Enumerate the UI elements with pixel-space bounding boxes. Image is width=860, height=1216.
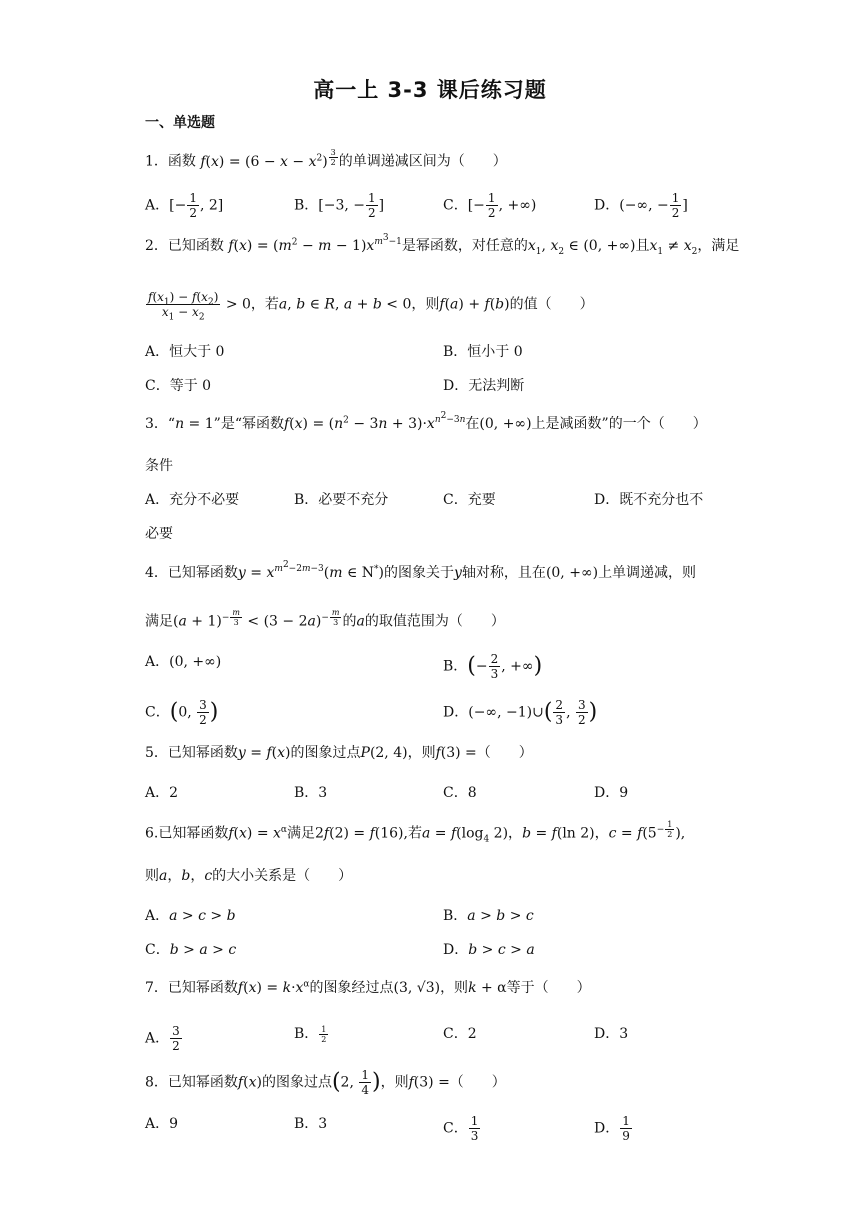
question-7-stem: 7．已知幂函数$f(x) = k\cdot x^\alpha$的图象经过点(3, √3)，则k + α等于（ ） xyxy=(145,979,591,996)
question-6-option-c[interactable]: C．b > a > c xyxy=(145,942,237,958)
question-4-stem-line2: 满足$(a + 1)^{- \frac{m}{3}}$ < $(3 - 2a)^{- \frac{m}{3}}$ 的a的取值范围为（ ） xyxy=(145,608,505,630)
question-4-option-b[interactable]: B．(− $\frac{2}{3}$ , +∞) xyxy=(443,652,543,681)
question-3-option-d-wrap: 必要 xyxy=(145,526,173,542)
question-5-option-c[interactable]: C．8 xyxy=(443,785,477,801)
question-3-option-a[interactable]: A．充分不必要 xyxy=(145,492,240,508)
question-4-option-a[interactable]: A．(0, +∞) xyxy=(145,654,222,670)
question-6-stem-line2: 则a，b，c的大小关系是（ ） xyxy=(145,868,353,884)
question-8-option-c[interactable]: C． $\frac{1}{3}$ xyxy=(443,1114,479,1143)
question-6-option-b[interactable]: B．a > b > c xyxy=(443,908,534,924)
question-8-option-a[interactable]: A．9 xyxy=(145,1116,179,1132)
question-6-option-a[interactable]: A．a > c > b xyxy=(145,908,236,924)
question-8-option-b[interactable]: B．3 xyxy=(294,1116,328,1132)
question-6-stem: 6.已知幂函数$f(x) = x^\alpha$满足2f(2) = f(16),若$a = f(\log_4$ 2)，b = f(ln 2)，$c = f(5^{- \frac{1}{2}}$ ), xyxy=(145,820,686,845)
question-2-option-c[interactable]: C．等于 0 xyxy=(145,378,212,394)
question-7-option-a[interactable]: A． $\frac{3}{2}$ xyxy=(145,1024,180,1053)
page-title: 高一上 3-3 课后练习题 xyxy=(313,78,547,102)
question-8-option-d[interactable]: D． $\frac{1}{9}$ xyxy=(594,1114,630,1143)
formula: $f(x) = (6 - x - x^2)$ $^{\frac{3}{2}}$ xyxy=(200,148,336,170)
question-1-option-a[interactable]: A．[− $\frac{1}{2}$ , 2] xyxy=(145,191,224,220)
question-1-option-d[interactable]: D．(−∞, − $\frac{1}{2}$ ] xyxy=(594,191,688,220)
section-heading: 一、单选题 xyxy=(145,115,215,131)
question-3-option-c[interactable]: C．充要 xyxy=(443,492,496,508)
question-3-stem-line2: 条件 xyxy=(145,458,173,474)
question-1-option-b[interactable]: B．[−3, − $\frac{1}{2}$ ] xyxy=(294,191,385,220)
question-4-option-d[interactable]: D．(−∞, −1)∪( $\frac{2}{3}$ , $\frac{3}{2}$ ) xyxy=(443,698,598,727)
question-8-stem: 8．已知幂函数f(x)的图象过点(2, $\frac{1}{4}$ )，则f(3) =（ ） xyxy=(145,1068,506,1097)
question-5-option-b[interactable]: B．3 xyxy=(294,785,328,801)
question-7-option-c[interactable]: C．2 xyxy=(443,1026,477,1042)
question-2-option-b[interactable]: B．恒小于 0 xyxy=(443,344,523,360)
question-6-option-d[interactable]: D．b > c > a xyxy=(443,942,535,958)
question-1-stem: 1．函数 $f(x) = (6 - x - x^2)$ $^{\frac{3}{2}}$ 的单调递减区间为（ ） xyxy=(145,148,507,170)
question-7-option-b[interactable]: B． $\frac{1}{2}$ xyxy=(294,1024,327,1044)
question-3-option-d[interactable]: D．既不充分也不 xyxy=(594,492,704,508)
question-2-option-d[interactable]: D．无法判断 xyxy=(443,378,525,394)
question-5-stem: 5．已知幂函数y = f(x)的图象过点P(2, 4)，则f(3) =（ ） xyxy=(145,745,533,761)
question-2-option-a[interactable]: A．恒大于 0 xyxy=(145,344,225,360)
question-4-option-c[interactable]: C．(0, $\frac{3}{2}$ ) xyxy=(145,698,219,727)
question-3-stem: 3．“n = 1”是“幂函数$f(x) = (n^2 - 3n + 3)\cdot x^{n^2-3n}$在(0, +∞)上是减函数”的一个（ ） xyxy=(145,411,707,432)
question-2-stem: 2．已知函数 $f(x) = (m^2 - m - 1)x^{m^3-1}$是幂函数，对任意的$x_1$, $x_2$ ∈ (0, +∞)且$x_1 \ne x_2$，满足 xyxy=(145,233,740,257)
question-7-option-d[interactable]: D．3 xyxy=(594,1026,629,1042)
question-5-option-a[interactable]: A．2 xyxy=(145,785,179,801)
question-3-option-b[interactable]: B．必要不充分 xyxy=(294,492,389,508)
question-5-option-d[interactable]: D．9 xyxy=(594,785,629,801)
question-4-stem: 4．已知幂函数$y = x^{m^2-2m-3}(m$ ∈ N*)的图象关于y轴对称，且在(0, +∞)上单调递减，则 xyxy=(145,560,697,581)
question-2-stem-line2: $\frac{f(x_1) - f(x_2)}{x_1 - x_2}$ > 0，若a, b ∈ R, a + b < 0，则f(a) + f(b)的值（ ） xyxy=(148,290,594,323)
question-1-option-c[interactable]: C．[− $\frac{1}{2}$ , +∞) xyxy=(443,191,537,220)
